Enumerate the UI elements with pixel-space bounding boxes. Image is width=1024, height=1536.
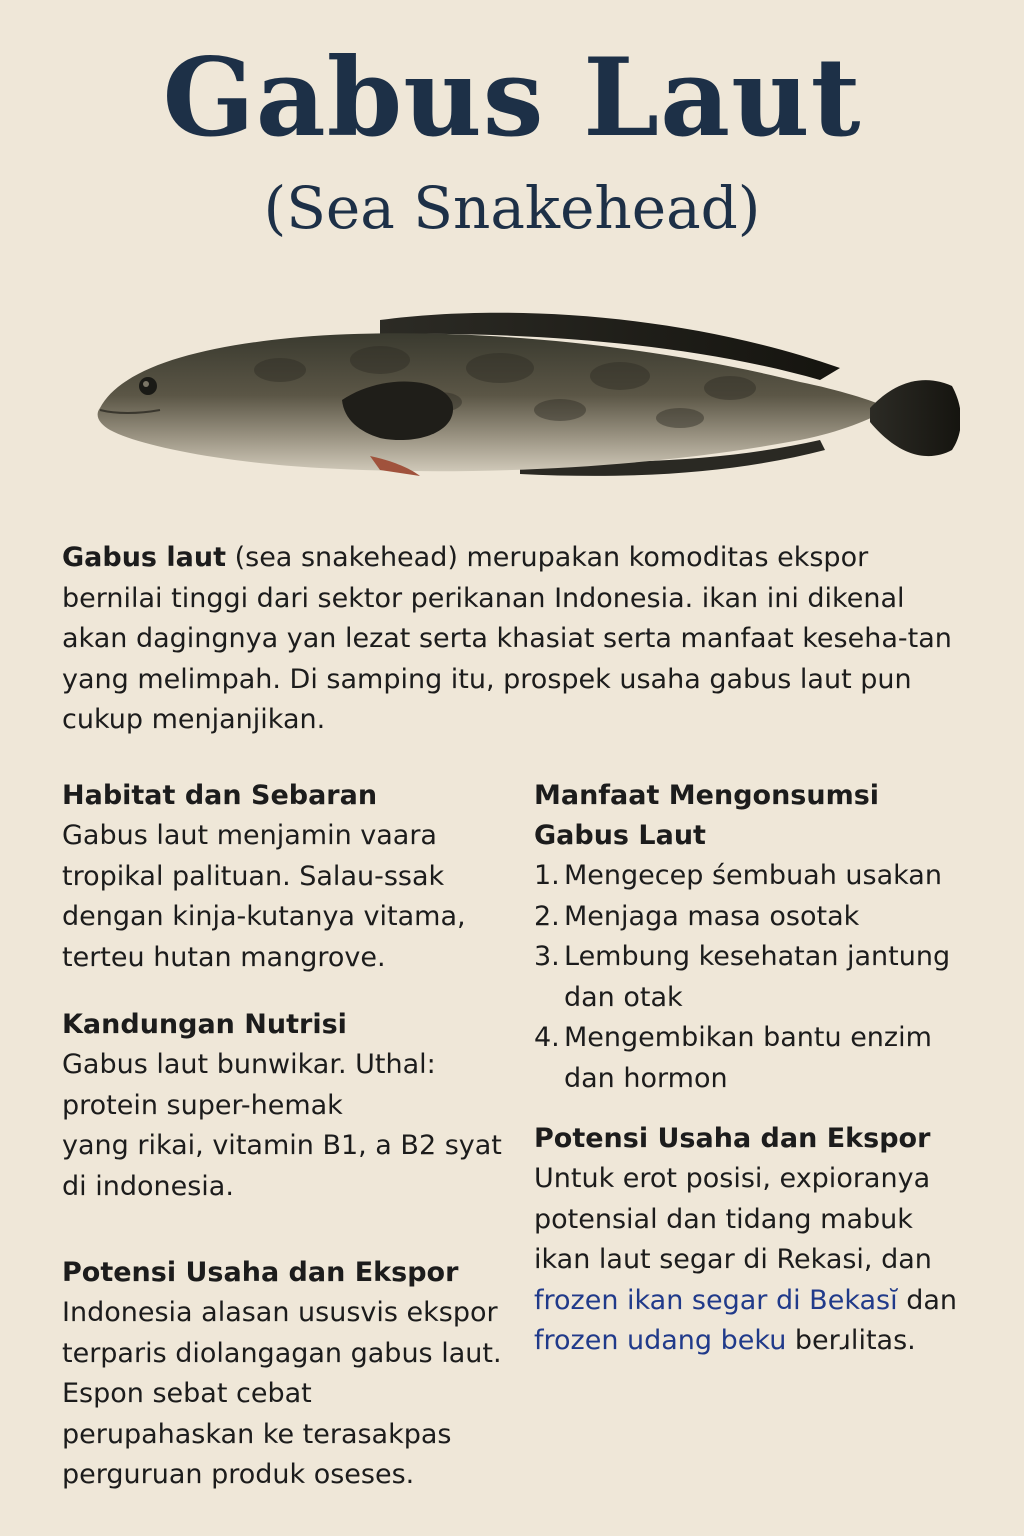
manfaat-heading-line-2: Gabus Laut xyxy=(534,820,706,851)
potensi-right-body xyxy=(534,1159,974,1362)
habitat-body: Gabus laut menjamin vaara tropikal palituan. Salau-ssak dengan kinja-kutanya vitama, terteu hutan mangrove. xyxy=(62,820,466,973)
list-item-text: Mengembikan bantu enzim dan hormon xyxy=(564,1022,932,1094)
potensi-left-heading: Potensi Usaha dan Ekspor xyxy=(62,1257,459,1288)
nutrisi-line-2: protein super-hemak xyxy=(62,1089,343,1121)
list-number: 1. xyxy=(534,860,560,891)
list-number: 3. xyxy=(534,941,560,972)
potensi-right-heading: Potensi Usaha dan Ekspor xyxy=(534,1123,931,1154)
nutrisi-heading: Kandungan Nutrisi xyxy=(62,1009,347,1040)
list-item xyxy=(534,1018,974,1099)
section-potensi-left xyxy=(62,1253,512,1496)
tail-fin xyxy=(870,380,960,456)
nutrisi-line-3: yang rikai, vitamin B1, a B2 syat di indonesia. xyxy=(62,1130,502,1202)
section-habitat xyxy=(62,776,512,978)
habitat-heading: Habitat dan Sebaran xyxy=(62,780,378,811)
intro-text: (sea snakehead) merupakan komoditas ekspor bernilai tinggi dari sektor perikanan Indonesia. ikan ini dikenal akan dagingnya yan lezat serta khasiat serta manfaat keseha-tan yang melimpah. Di samping itu, prospek usaha gabus laut pun cukup menjanjikan. xyxy=(62,542,952,735)
list-item-text: Mengecep śembuah usakan xyxy=(564,860,942,891)
list-number: 4. xyxy=(534,1022,560,1053)
left-column xyxy=(62,776,512,1496)
potensi-right-text-2: dan xyxy=(906,1284,957,1316)
manfaat-list xyxy=(534,856,974,1099)
potensi-right-text-1: Untuk erot posisi, expioranya potensial dan tidang mabuk ikan laut segar di Rekasi, dan xyxy=(534,1163,932,1275)
list-item-text: Menjaga masa osotak xyxy=(564,900,860,932)
page-title: Gabus Laut xyxy=(162,35,862,161)
intro-bold-term: Gabus laut xyxy=(62,542,227,573)
page-subtitle: (Sea Snakehead) xyxy=(263,174,761,242)
link-frozen-ikan[interactable]: frozen ikan segar di Bekasĭ xyxy=(534,1284,898,1316)
section-potensi-right xyxy=(534,1119,974,1362)
section-manfaat xyxy=(534,776,974,1099)
link-frozen-udang[interactable]: frozen udang beku xyxy=(534,1325,787,1356)
list-number: 2. xyxy=(534,900,560,932)
intro-paragraph xyxy=(62,538,972,741)
list-item-text: Lembung kesehatan jantung dan otak xyxy=(564,941,951,1013)
right-column xyxy=(534,776,974,1362)
list-item xyxy=(534,897,974,938)
list-item xyxy=(534,856,974,897)
nutrisi-line-1: Gabus laut bunwikar. Uthal: xyxy=(62,1049,436,1080)
list-item xyxy=(534,937,974,1018)
potensi-right-text-3: berɹlitas. xyxy=(794,1325,916,1356)
manfaat-heading-line-1: Manfaat Mengonsumsi xyxy=(534,780,880,811)
potensi-left-body: Indonesia alasan ususvis ekspor terparis diolangagan gabus laut. Espon sebat cebat perupahaskan ke terasakpas perguruan produk oseses. xyxy=(62,1297,502,1490)
fish-illustration xyxy=(80,290,960,490)
section-nutrisi xyxy=(62,1005,512,1207)
